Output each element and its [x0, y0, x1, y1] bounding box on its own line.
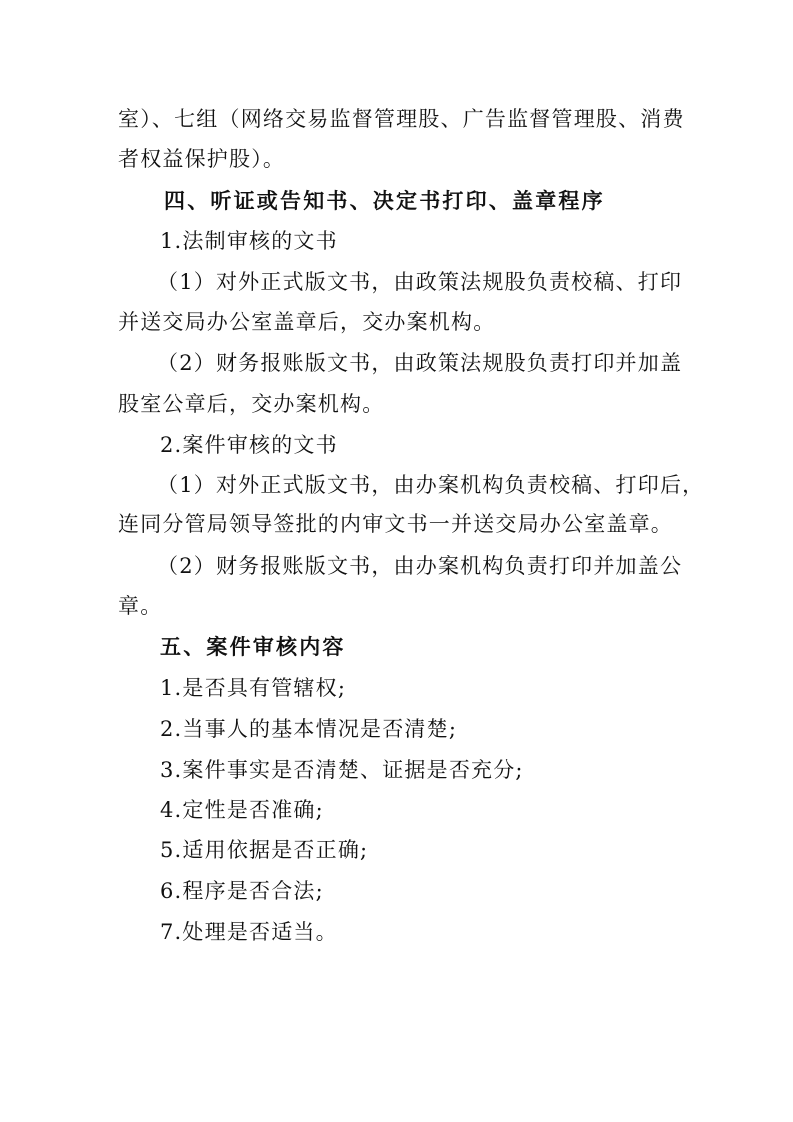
- list-item: 1.是否具有管辖权;: [160, 676, 347, 700]
- list-item: 6.程序是否合法;: [160, 879, 324, 903]
- list-item: 7.处理是否适当。: [160, 920, 338, 944]
- paragraph-line: 章。: [118, 594, 163, 618]
- paragraph-line: （2）财务报账版文书，由办案机构负责打印并加盖公: [157, 554, 683, 578]
- paragraph-line: 并送交局办公室盖章后，交办案机构。: [118, 310, 496, 334]
- list-item: 5.适用依据是否正确;: [160, 838, 369, 862]
- paragraph-line: （2）财务报账版文书，由政策法规股负责打印并加盖: [157, 351, 683, 375]
- list-item: 2.当事人的基本情况是否清楚;: [160, 717, 458, 741]
- list-item: 4.定性是否准确;: [160, 798, 324, 822]
- paragraph-line: 股室公章后，交办案机构。: [118, 392, 385, 416]
- paragraph-line: （1）对外正式版文书，由政策法规股负责校稿、打印: [157, 270, 683, 294]
- subsection-heading: 1.法制审核的文书: [160, 229, 338, 253]
- paragraph-line: 室）、七组（网络交易监督管理股、广告监督管理股、消费: [118, 107, 685, 131]
- list-item: 3.案件事实是否清楚、证据是否充分;: [160, 758, 524, 782]
- paragraph-line: 连同分管局领导签批的内审文书一并送交局办公室盖章。: [118, 512, 673, 536]
- section-heading-4: 四、听证或告知书、决定书打印、盖章程序: [164, 189, 605, 213]
- section-heading-5: 五、案件审核内容: [160, 635, 346, 659]
- paragraph-line: （1）对外正式版文书，由办案机构负责校稿、打印后，: [157, 473, 705, 497]
- subsection-heading: 2.案件审核的文书: [160, 433, 338, 457]
- paragraph-line: 者权益保护股）。: [118, 147, 286, 171]
